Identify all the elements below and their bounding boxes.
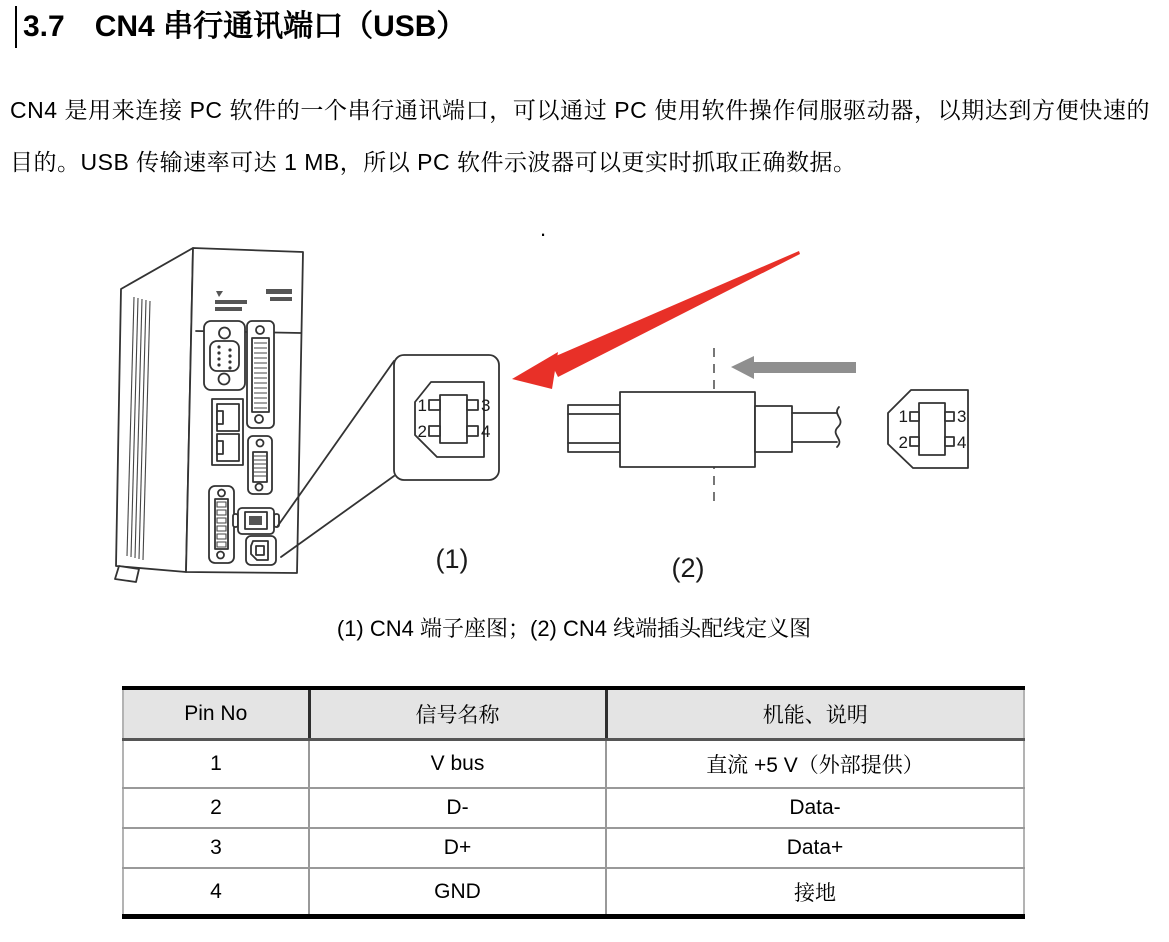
table-cell: V bus — [309, 740, 606, 789]
db9-connector — [204, 321, 245, 390]
cn1-connector — [247, 321, 274, 428]
table-cell: 2 — [123, 788, 309, 828]
table-header — [123, 688, 1024, 740]
table-row — [123, 788, 1024, 828]
plug-pin-1: 1 — [898, 407, 908, 426]
drive-foot — [115, 566, 139, 582]
usb-socket-detail — [394, 355, 499, 480]
plug-metal-tip — [568, 405, 620, 452]
socket-pin-4: 4 — [481, 422, 491, 441]
cn4-figure — [0, 228, 1169, 600]
plug-body — [620, 392, 755, 467]
usb-plug-face-diagram — [888, 390, 968, 468]
table-cell: 3 — [123, 828, 309, 868]
table-cell: GND — [309, 868, 606, 917]
cn3-connector — [233, 508, 279, 534]
plug-pin-4: 4 — [957, 433, 967, 452]
section-heading — [15, 6, 466, 48]
socket-pin-3: 3 — [481, 396, 491, 415]
table-row — [123, 828, 1024, 868]
figure-label-2: (2) — [671, 553, 705, 583]
cn4-usb-port — [246, 536, 276, 565]
body-paragraph: CN4 是用来连接 PC 软件的一个串行通讯端口，可以通过 PC 使用软件操作伺服驱动器，以期达到方便快速的目的。USB 传输速率可达 1 MB，所以 PC 软件示波器可以更实时抓取正确数据。 — [10, 97, 1150, 175]
usb-cable-plug-drawing — [568, 348, 856, 508]
stray-mark: . — [540, 216, 547, 241]
section-title: CN4 串行通讯端口（USB） — [94, 10, 467, 43]
header-function: 机能、说明 — [606, 688, 1024, 740]
cn4-pin-table — [122, 686, 1025, 919]
cn2-connector — [248, 436, 272, 494]
terminal-strip — [209, 486, 234, 563]
table-body — [123, 740, 1024, 917]
table-cell: 直流 +5 V（外部提供） — [606, 740, 1024, 789]
table-row — [123, 868, 1024, 917]
plug-cable — [792, 407, 841, 447]
plug-pin-2: 2 — [898, 433, 908, 452]
figure-label-1: (1) — [435, 544, 469, 574]
servo-drive-drawing — [115, 248, 394, 582]
table-cell: 4 — [123, 868, 309, 917]
socket-pin-1: 1 — [417, 396, 427, 415]
gray-arrow — [731, 356, 856, 379]
header-pin-no: Pin No — [123, 688, 309, 740]
table-cell: Data+ — [606, 828, 1024, 868]
table-row — [123, 740, 1024, 789]
ethernet-ports — [212, 399, 243, 465]
table-cell: Data- — [606, 788, 1024, 828]
table-cell: 1 — [123, 740, 309, 789]
plug-strain-relief — [755, 406, 792, 452]
plug-pin-3: 3 — [957, 407, 967, 426]
figure-caption: (1) CN4 端子座图；(2) CN4 线端插头配线定义图 — [336, 616, 812, 641]
table-cell: D- — [309, 788, 606, 828]
table-cell: D+ — [309, 828, 606, 868]
socket-pin-2: 2 — [417, 422, 427, 441]
header-signal-name: 信号名称 — [309, 688, 606, 740]
table-cell: 接地 — [606, 868, 1024, 917]
section-number: 3.7 — [23, 10, 65, 43]
